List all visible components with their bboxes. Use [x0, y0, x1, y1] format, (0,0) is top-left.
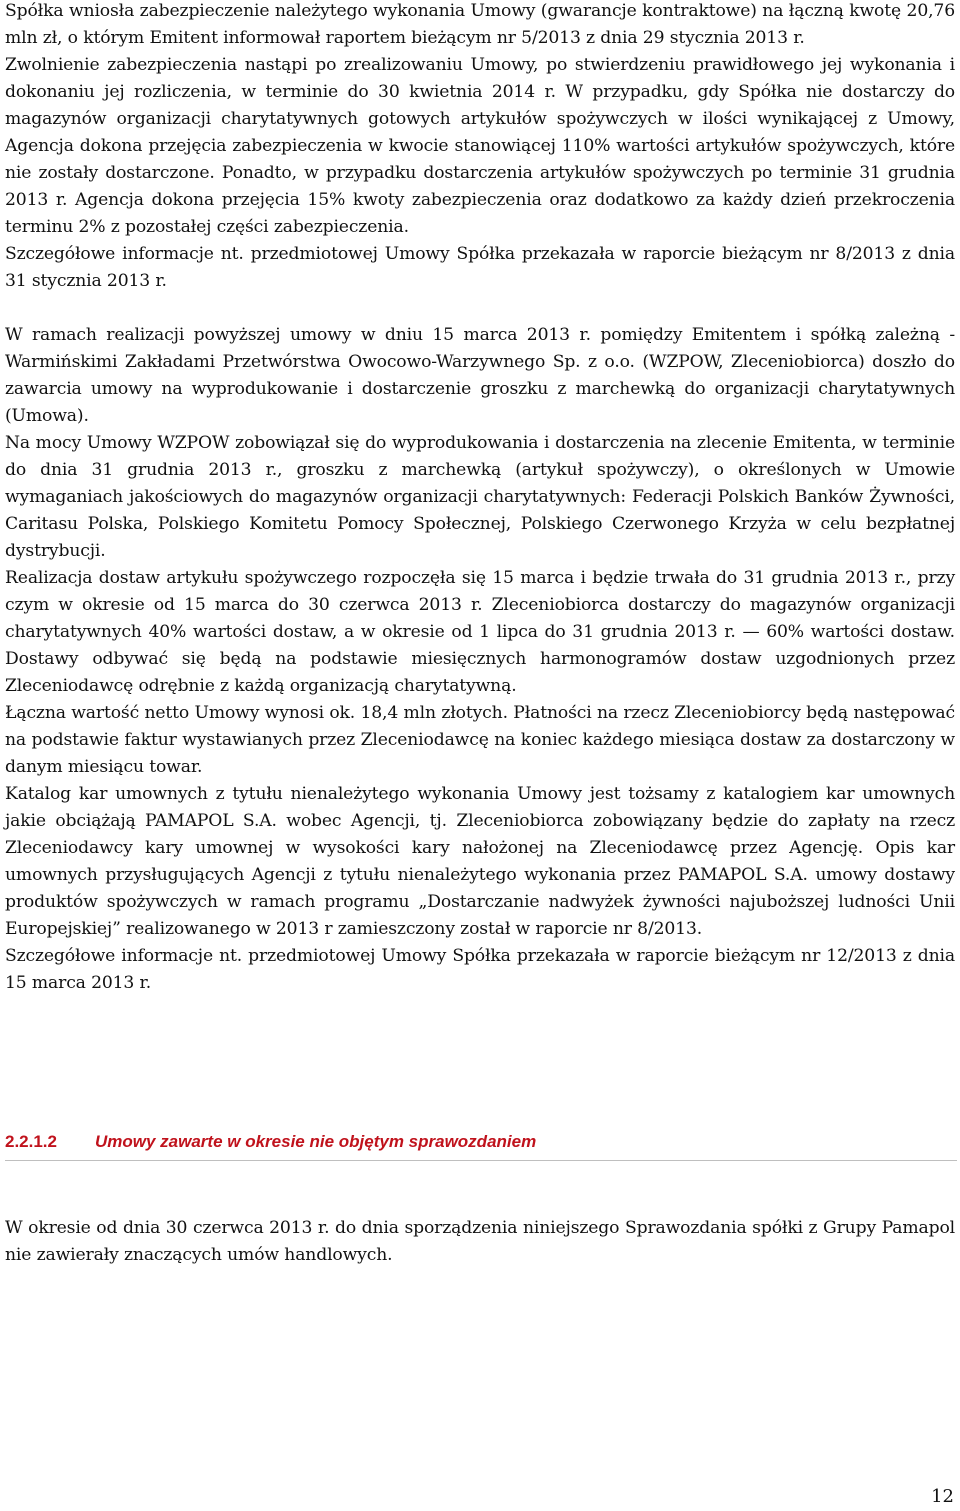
paragraph-wzpow-agreement: W ramach realizacji powyższej umowy w dniu 15 marca 2013 r. pomiędzy Emitentem i spółką zależną - Warmińskimi Zakładami Przetwórstwa Owocowo-Warzywnego Sp. z o.o. (WZPOW, Zleceniobiorca) doszło do zawarcia umowy na wyprodukowanie i dostarczenie groszku z marchewką do organizacji charytatywnych (Umowa).	[5, 325, 955, 426]
page-number: 12	[931, 1486, 954, 1507]
paragraph-report-reference-12: Szczegółowe informacje nt. przedmiotowej Umowy Spółka przekazała w raporcie bieżącym nr 12/2013 z dnia 15 marca 2013 r.	[5, 946, 955, 993]
paragraph-report-reference-8: Szczegółowe informacje nt. przedmiotowej Umowy Spółka przekazała w raporcie bieżącym nr 8/2013 z dnia 31 stycznia 2013 r.	[5, 244, 955, 291]
paragraph-guarantee: Spółka wniosła zabezpieczenie należytego wykonania Umowy (gwarancje kontraktowe) na łączną kwotę 20,76 mln zł, o którym Emitent informował raportem bieżącym nr 5/2013 z dnia 29 stycznia 2013 r.	[5, 1, 955, 48]
section-number: 2.2.1.2	[5, 1132, 57, 1151]
closing-text	[5, 1215, 955, 1269]
paragraph-no-contracts: W okresie od dnia 30 czerwca 2013 r. do dnia sporządzenia niniejszego Sprawozdania spółki z Grupy Pamapol nie zawierały znaczących umów handlowych.	[5, 1218, 955, 1265]
section-title: Umowy zawarte w okresie nie objętym sprawozdaniem	[95, 1132, 537, 1151]
paragraph-wzpow-obligations: Na mocy Umowy WZPOW zobowiązał się do wyprodukowania i dostarczenia na zlecenie Emitenta, w terminie do dnia 31 grudnia 2013 r., groszku z marchewką (artykuł spożywczy), o określonych w Umowie wymaganiach jakościowych do magazynów organizacji charytatywnych: Federacji Polskich Banków Żywności, Caritasu Polska, Polskiego Komitetu Pomocy Społecznej, Polskiego Czerwonego Krzyża w celu bezpłatnej dystrybucji.	[5, 433, 955, 561]
paragraph-delivery-schedule: Realizacja dostaw artykułu spożywczego rozpoczęła się 15 marca i będzie trwała do 31 grudnia 2013 r., przy czym w okresie od 15 marca do 30 czerwca 2013 r. Zleceniobiorca dostarczy do magazynów organizacji charytatywnych 40% wartości dostaw, a w okresie od 1 lipca do 31 grudnia 2013 r. — 60% wartości dostaw. Dostawy odbywać się będą na podstawie miesięcznych harmonogramów dostaw uzgodnionych przez Zleceniodawcę odrębnie z każdą organizacją charytatywną.	[5, 568, 955, 696]
paragraph-penalties: Katalog kar umownych z tytułu nienależytego wykonania Umowy jest tożsamy z katalogiem kar umownych jakie obciążają PAMAPOL S.A. wobec Agencji, tj. Zleceniobiorca zobowiązany będzie do zapłaty na rzecz Zleceniodawcy kary umownej w wysokości kary nałożonej na Zleceniodawcę przez Agencję. Opis kar umownych przysługujących Agencji z tytułu nienależytego wykonania przez PAMAPOL S.A. umowy dostawy produktów spożywczych w ramach programu „Dostarczanie nadwyżek żywności najuboższej ludności Unii Europejskiej” realizowanego w 2013 r zamieszczony został w raporcie nr 8/2013.	[5, 784, 955, 939]
paragraph-release-terms: Zwolnienie zabezpieczenia nastąpi po zrealizowaniu Umowy, po stwierdzeniu prawidłowego jej wykonania i dokonaniu jej rozliczenia, w terminie do 30 kwietnia 2014 r. W przypadku, gdy Spółka nie dostarczy do magazynów organizacji charytatywnych gotowych artykułów spożywczych w ilości wynikającej z Umowy, Agencja dokona przejęcia zabezpieczenia w kwocie stanowiącej 110% wartości artykułów spożywczych, które nie zostały dostarczone. Ponadto, w przypadku dostarczenia artykułów spożywczych po terminie 31 grudnia 2013 r. Agencja dokona przejęcia 15% kwoty zabezpieczenia oraz dodatkowo za każdy dzień przekroczenia terminu 2% z pozostałej części zabezpieczenia.	[5, 55, 955, 237]
body-text	[5, 0, 955, 997]
paragraph-contract-value: Łączna wartość netto Umowy wynosi ok. 18,4 mln złotych. Płatności na rzecz Zleceniobiorcy będą następować na podstawie faktur wystawianych przez Zleceniodawcę na koniec każdego miesiąca dostaw za dostarczony w danym miesiącu towar.	[5, 703, 955, 777]
section-heading	[5, 1132, 957, 1161]
